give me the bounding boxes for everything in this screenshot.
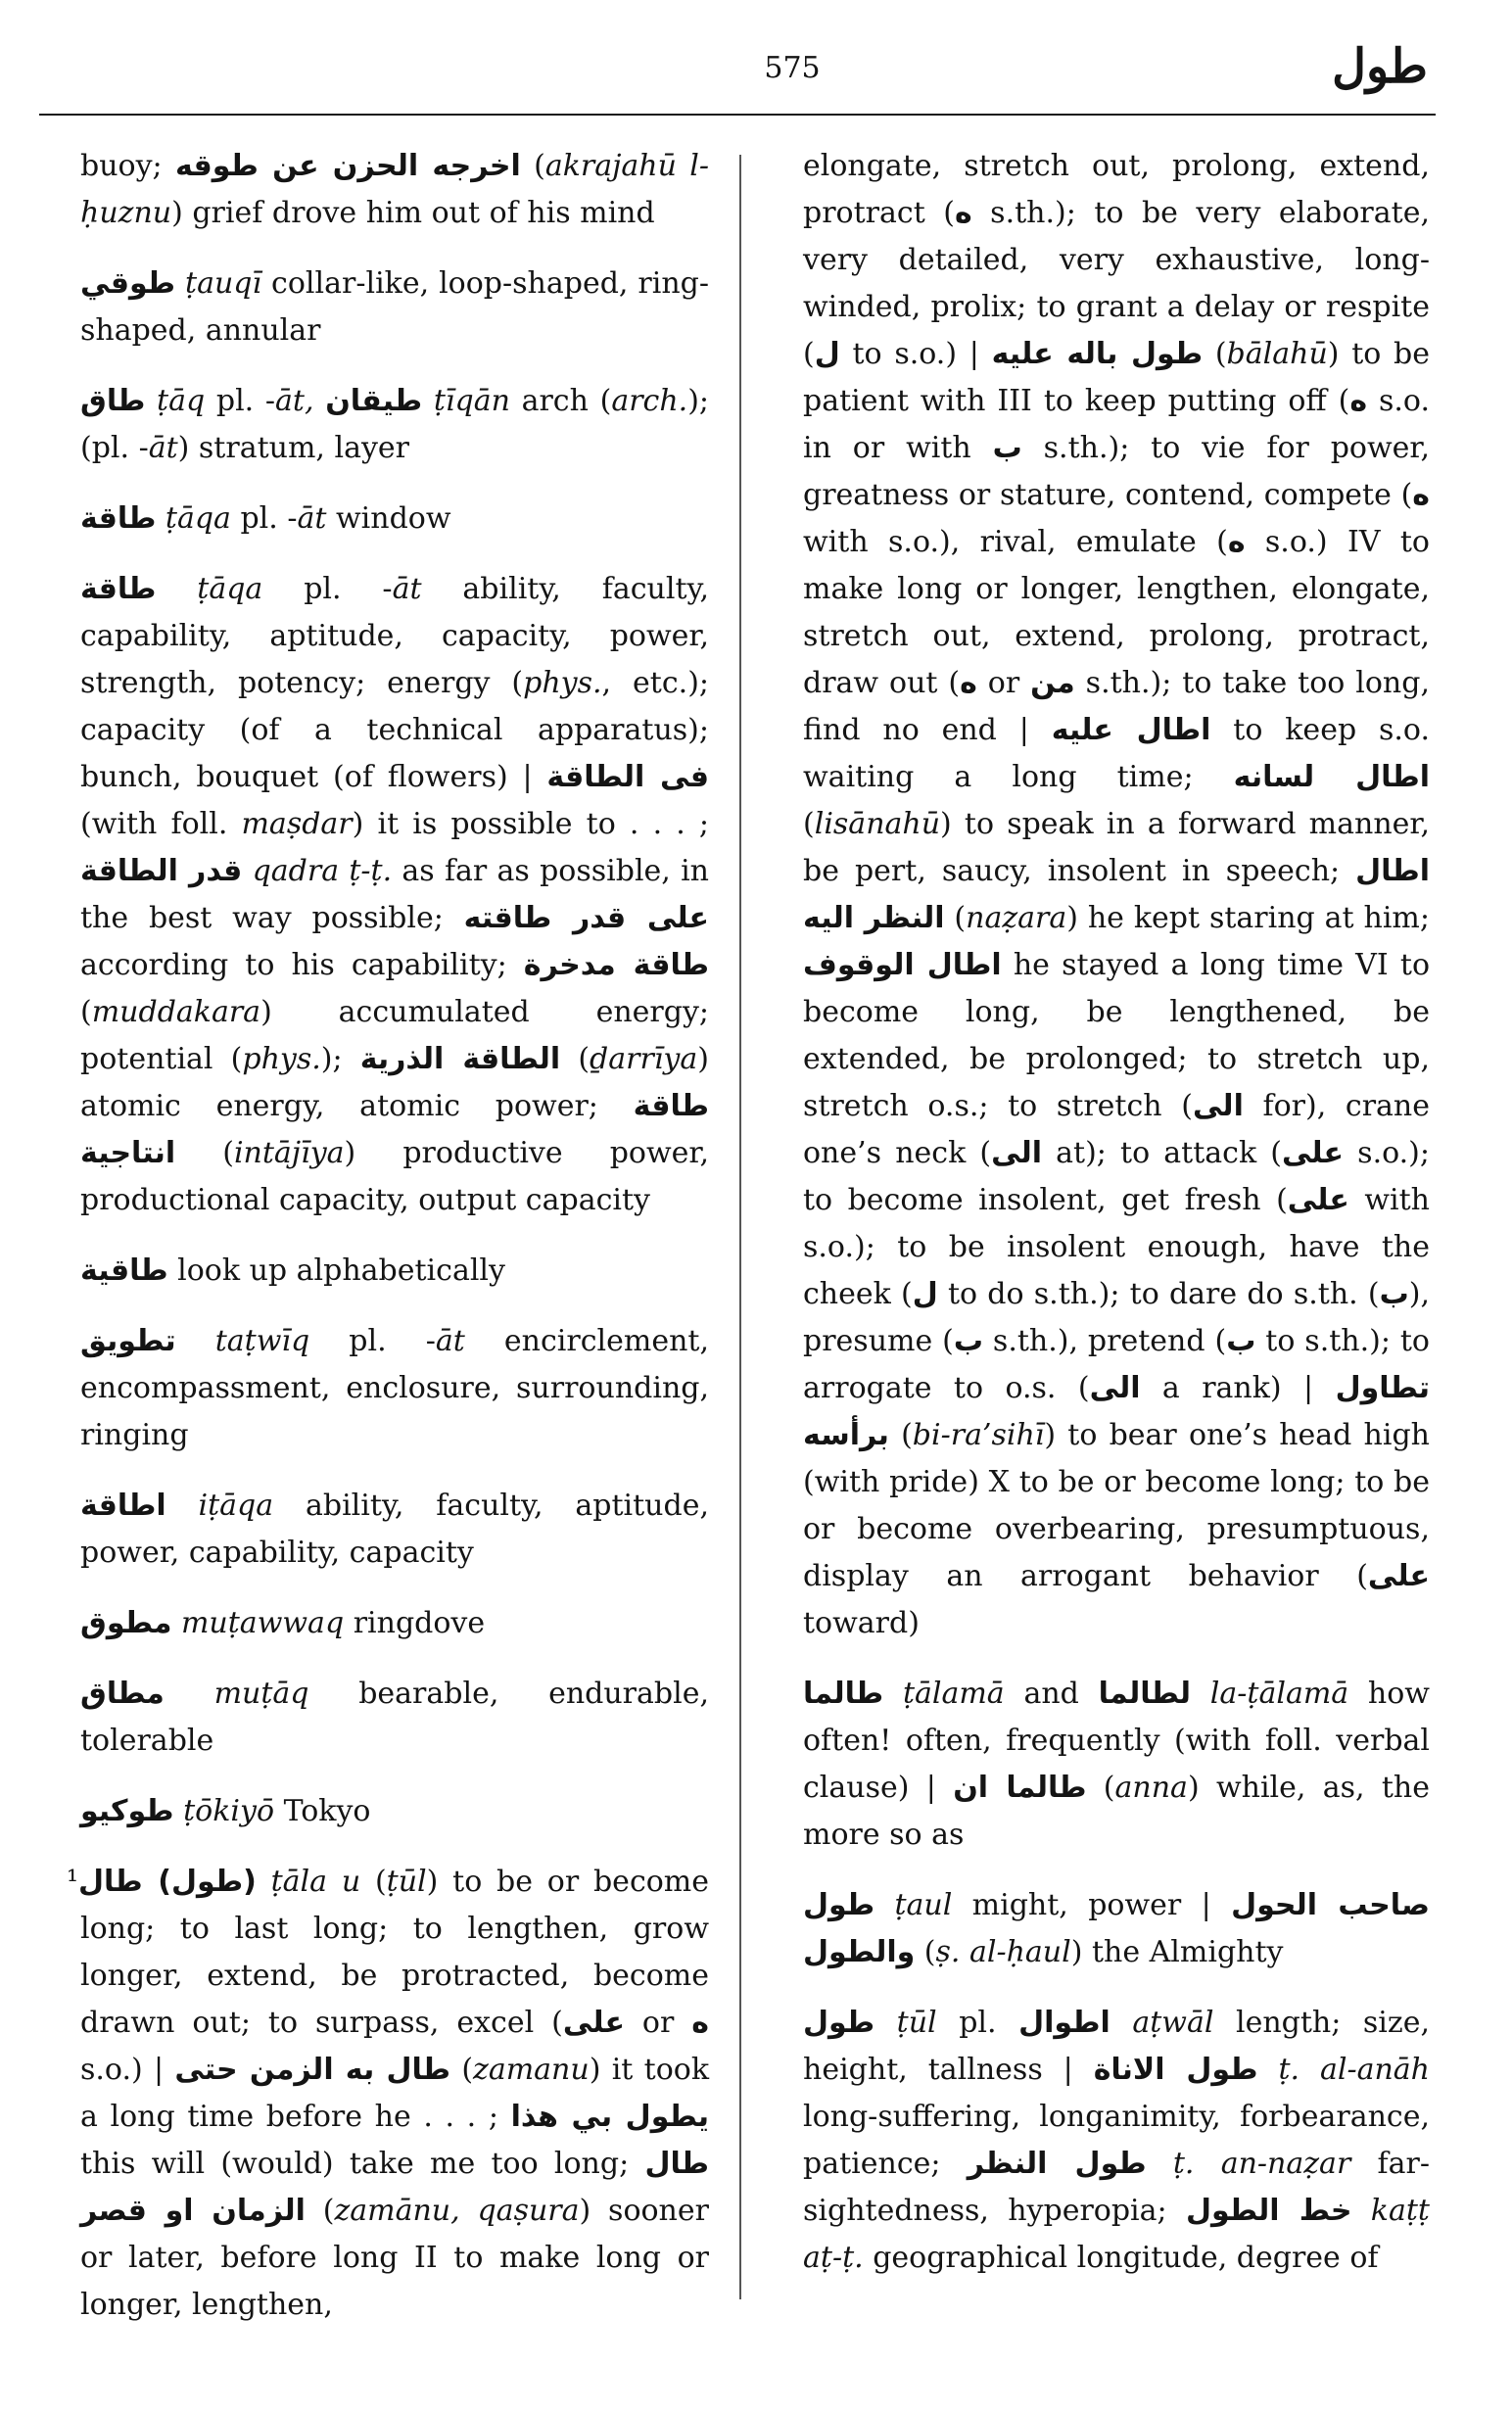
transliteration: ṭāqa	[197, 572, 263, 606]
entry-text: ) accumulated energy; potential (	[80, 995, 709, 1076]
entry-text: look up alphabetically	[167, 1253, 505, 1288]
entry-text: to keep s.o. waiting a long time;	[803, 713, 1430, 794]
dictionary-entry	[80, 1483, 709, 1577]
arabic-text: اطال النظر اليه	[803, 854, 1430, 935]
entry-text: s.th.); to take too long, find no end |	[803, 666, 1430, 747]
entry-text: ) while, as, the more so as	[803, 1771, 1431, 1852]
entry-text: might, power |	[952, 1888, 1232, 1922]
entry-text: s.th.); to be very elaborate, very detailed, very exhaustive, long-winded, prolix; to grant a delay or respite (	[803, 196, 1430, 371]
entry-text: or	[976, 666, 1031, 700]
arabic-text: ب	[1379, 1277, 1409, 1311]
arabic-text: طول باله عليه	[991, 337, 1204, 371]
entry-text	[1352, 2194, 1371, 2228]
transliteration: bālahū	[1226, 337, 1328, 371]
transliteration: anna	[1114, 1771, 1188, 1805]
arabic-text: الى	[1192, 1089, 1244, 1123]
entry-text	[165, 1677, 214, 1711]
entry-text: , etc.); capacity (of a technical apparatus); bunch, bouquet (of flowers) |	[80, 666, 709, 794]
transliteration: ḏarrīya	[590, 1042, 698, 1076]
entry-text: and	[1004, 1677, 1099, 1711]
entry-text	[171, 1606, 181, 1640]
arabic-text: مطاق	[80, 1677, 165, 1711]
transliteration: ṭ. al-anāh	[1278, 2053, 1430, 2087]
entry-text: (	[560, 1042, 591, 1076]
arabic-text: ه	[691, 2006, 709, 2040]
entry-text: ) to be patient with III to keep putting off (	[803, 337, 1430, 418]
dictionary-entry	[80, 1671, 709, 1765]
arabic-text: من	[1030, 666, 1075, 700]
entry-text	[1258, 2053, 1279, 2087]
running-headword: طول	[1332, 39, 1428, 94]
arabic-text: ه	[1412, 478, 1430, 512]
transliteration: ṭōkiyō	[183, 1794, 275, 1828]
transliteration: maṣdar	[241, 807, 353, 841]
entry-text	[242, 854, 252, 888]
arabic-text: ه	[954, 196, 972, 230]
transliteration: la-ṭālamā	[1209, 1677, 1349, 1711]
entry-text: ) grief drove him out of his mind	[171, 196, 655, 230]
entry-text: with s.o.), rival, emulate (	[803, 525, 1228, 559]
arabic-text: طول	[803, 2006, 875, 2040]
entry-text: (	[520, 149, 545, 183]
transliteration: āt	[148, 431, 178, 465]
column-divider	[739, 155, 741, 2299]
arabic-text: على	[1367, 1559, 1430, 1593]
dictionary-entry	[80, 378, 709, 472]
arabic-text: ب	[1226, 1324, 1256, 1358]
transliteration: ṭauqī	[185, 266, 262, 301]
arabic-text: اطوال	[1018, 2006, 1110, 2040]
transliteration: āt	[435, 1324, 465, 1358]
entry-text: ) he kept staring at him;	[1066, 901, 1430, 935]
transliteration: lisānahū	[814, 807, 941, 841]
arabic-text: ب	[953, 1324, 983, 1358]
arabic-text: طاق	[80, 384, 146, 418]
entry-text	[1191, 1677, 1210, 1711]
entry-text: (	[944, 901, 967, 935]
entry-text: or	[624, 2006, 692, 2040]
entry-text	[176, 1324, 215, 1358]
entry-text	[175, 266, 185, 301]
arabic-text: على قدر طاقته	[463, 901, 710, 935]
arabic-text: طالما	[803, 1677, 884, 1711]
transliteration: muṭāq	[213, 1677, 309, 1711]
arabic-text: ل	[912, 1277, 938, 1311]
dictionary-entry	[80, 566, 709, 1224]
entry-text	[1110, 2006, 1133, 2040]
arabic-text: طول الاناة	[1093, 2053, 1258, 2087]
arabic-text: طال به الزمن حتى	[174, 2053, 451, 2087]
arabic-text: على	[562, 2006, 625, 2040]
arabic-text: تطويق	[80, 1324, 176, 1358]
entry-text	[422, 384, 434, 418]
dictionary-entry	[803, 1882, 1430, 1976]
transliteration: phys.	[523, 666, 602, 700]
entry-text	[156, 501, 165, 536]
entry-text: ) to bear one’s head high (with pride) X to be or become long; to be or become overbearing, presumptuous, display an arrogant behavior (	[803, 1418, 1430, 1593]
entry-text: geographical longitude, degree of	[863, 2241, 1379, 2275]
arabic-text: طيقان	[325, 384, 423, 418]
arabic-text: تطاول برأسه	[803, 1371, 1430, 1452]
entry-text: as far as possible, in the best way possible;	[80, 854, 710, 935]
entry-text: ) stratum, layer	[177, 431, 410, 465]
entry-text: at); to attack (	[1042, 1136, 1282, 1170]
transliteration: ṭaul	[894, 1888, 953, 1922]
dictionary-entry	[803, 143, 1430, 1647]
dictionary-entry	[80, 496, 709, 543]
entry-text: to do s.th.); to dare do s.th. (	[937, 1277, 1380, 1311]
arabic-text: قدر الطاقة	[80, 854, 243, 888]
arabic-text: اطال لسانه	[1233, 760, 1430, 794]
entry-text	[166, 1489, 199, 1523]
entry-text: Tokyo	[274, 1794, 371, 1828]
arabic-text: اخرجه الحزن عن طوقه	[174, 149, 521, 183]
transliteration: āt	[297, 501, 327, 536]
entry-text: ¹	[67, 1865, 79, 1899]
entry-text: a rank) |	[1140, 1371, 1336, 1405]
entry-text	[145, 384, 157, 418]
arabic-text: ه	[960, 666, 977, 700]
arabic-text: (طول) طال	[78, 1865, 257, 1899]
entry-text: (	[888, 1418, 913, 1452]
entry-text: far-sightedness, hyperopia;	[803, 2147, 1430, 2228]
entry-text: ) productive power, productional capacity, output capacity	[80, 1136, 709, 1217]
entry-text: according to his capability;	[80, 948, 524, 982]
entry-text	[174, 1794, 184, 1828]
transliteration: ṭāq	[157, 384, 206, 418]
dictionary-entry	[80, 1318, 709, 1459]
arabic-text: خط الطول	[1185, 2194, 1352, 2228]
entry-text: to s.th.); to arrogate to o.s. (	[803, 1324, 1430, 1405]
entry-text: s.th.); to vie for power, greatness or stature, contend, compete (	[803, 431, 1431, 512]
entry-text: ) atomic energy, atomic power;	[80, 1042, 709, 1123]
arabic-text: الى	[991, 1136, 1042, 1170]
transliteration: qadra ṭ-ṭ.	[252, 854, 393, 888]
entry-text: );	[320, 1042, 360, 1076]
transliteration: arch.	[611, 384, 688, 418]
entry-text: ), presume (	[803, 1277, 1430, 1358]
entry-text: (with foll.	[80, 807, 242, 841]
entry-text: s.o.) IV to make long or longer, lengthen, elongate, stretch out, extend, prolong, protract, draw out (	[803, 525, 1430, 700]
entry-text: (	[915, 1935, 936, 1969]
arabic-text: طاقة	[80, 572, 157, 606]
entry-text: pl. -	[309, 1324, 436, 1358]
dictionary-entry	[80, 1248, 709, 1295]
transliteration: ṭ. an-naẓar	[1172, 2147, 1351, 2181]
entry-text: ringdove	[344, 1606, 486, 1640]
dictionary-entry	[80, 143, 709, 237]
entry-text: pl. -	[262, 572, 393, 606]
entry-text: (	[803, 807, 815, 841]
dictionary-entry	[80, 260, 709, 355]
entry-text: how often! often, frequently (with foll. verbal clause) |	[803, 1677, 1430, 1805]
entry-text: pl. -	[205, 384, 276, 418]
arabic-text: على	[1287, 1183, 1349, 1217]
arabic-text: الطاقة الذرية	[359, 1042, 561, 1076]
entry-text: collar-like, loop-shaped, ring-shaped, annular	[80, 266, 709, 348]
transliteration: muddakara	[91, 995, 261, 1029]
arabic-text: اطال عليه	[1051, 713, 1211, 747]
entry-text: with s.o.); to be insolent enough, have the cheek (	[803, 1183, 1430, 1311]
page-header	[69, 39, 1440, 114]
entry-text: (	[1203, 337, 1227, 371]
transliteration: ṭūl	[896, 2006, 937, 2040]
entry-text: ); (pl. -	[80, 384, 710, 465]
entry-text: to s.o.) |	[839, 337, 992, 371]
transliteration: taṭwīq	[214, 1324, 310, 1358]
arabic-text: طاقة مدخرة	[523, 948, 710, 982]
entry-text: bearable, endurable, tolerable	[80, 1677, 709, 1758]
transliteration: āt	[392, 572, 422, 606]
left-column	[67, 143, 710, 2352]
arabic-text: ه	[1349, 384, 1368, 418]
entry-text: s.o.); to become insolent, get fresh (	[803, 1136, 1430, 1217]
arabic-text: الى	[1089, 1371, 1141, 1405]
arabic-text: لطالما	[1098, 1677, 1192, 1711]
entry-text: s.o.) |	[80, 2053, 175, 2087]
transliteration: ṭīqān	[433, 384, 510, 418]
arabic-text: صاحب الحول والطول	[803, 1888, 1430, 1969]
entry-text: (	[450, 2053, 474, 2087]
arabic-text: طاقية	[80, 1253, 168, 1288]
arabic-text: على	[1281, 1136, 1345, 1170]
entry-text: arch (	[509, 384, 612, 418]
arabic-text: ه	[1227, 525, 1246, 559]
entry-text: ) sooner or later, before long II to make long or longer, lengthen,	[80, 2194, 709, 2322]
entry-text: ) the Almighty	[1070, 1935, 1284, 1969]
entry-text: pl. -	[230, 501, 298, 536]
entry-text: encirclement, encompassment, enclosure, surrounding, ringing	[80, 1324, 709, 1452]
entry-text: (	[360, 1865, 387, 1899]
dictionary-entry	[80, 1788, 709, 1835]
entry-text: elongate, stretch out, prolong, extend, protract (	[803, 149, 1430, 230]
arabic-text: طوقي	[80, 266, 176, 301]
transliteration: naẓara	[966, 901, 1067, 935]
transliteration: akrajahū l-ḥuznu	[80, 149, 709, 230]
dictionary-entry	[803, 2000, 1430, 2282]
entry-text: ability, faculty, aptitude, power, capability, capacity	[80, 1489, 709, 1570]
arabic-text: ل	[814, 337, 840, 371]
entry-text: length; size, height, tallness |	[803, 2006, 1430, 2087]
entry-text: s.th.), pretend (	[983, 1324, 1227, 1358]
transliteration: ṭāqa	[165, 501, 231, 536]
entry-text	[883, 1677, 903, 1711]
arabic-text: طول النظر	[967, 2147, 1147, 2181]
transliteration: zamānu, qaṣura	[334, 2194, 580, 2228]
transliteration: iṭāqa	[198, 1489, 274, 1523]
entry-text	[314, 384, 326, 418]
arabic-text: طالما ان	[953, 1771, 1087, 1805]
entry-text	[156, 572, 197, 606]
entry-text: ability, faculty, capability, aptitude, capacity, power, strength, potency; energy (	[80, 572, 709, 700]
arabic-text: طاقة انتاجية	[80, 1089, 709, 1170]
entry-text: (	[175, 1136, 234, 1170]
entry-text	[1147, 2147, 1173, 2181]
transliteration: muṭawwaq	[180, 1606, 345, 1640]
arabic-text: طال الزمان او قصر	[80, 2147, 709, 2228]
entry-text: this will (would) take me too long;	[80, 2147, 645, 2181]
arabic-text: طاقة	[80, 501, 157, 536]
entry-text: (	[80, 995, 92, 1029]
header-rule	[39, 114, 1436, 116]
transliteration: āt,	[275, 384, 314, 418]
page-number: 575	[764, 51, 821, 85]
entry-text: s.o. in or with	[803, 384, 1430, 465]
entry-text: long-suffering, longanimity, forbearance, patience;	[803, 2100, 1430, 2181]
entry-text: buoy;	[80, 149, 175, 183]
entry-text: (	[305, 2194, 335, 2228]
arabic-text: ب	[992, 431, 1022, 465]
arabic-text: فى الطاقة	[546, 760, 710, 794]
entry-text: ) to be or become long; to last long; to lengthen, grow longer, extend, be protracted, become drawn out; to surpass, excel (	[80, 1865, 710, 2040]
entry-text: ) it is possible to . . . ;	[352, 807, 709, 841]
transliteration: kaṭṭ aṭ-ṭ.	[803, 2194, 1430, 2275]
entry-text	[874, 2006, 897, 2040]
dictionary-entry	[67, 1859, 710, 2329]
arabic-text: اطال الوقوف	[803, 948, 1002, 982]
entry-text: ) it took a long time before he . . . ;	[80, 2053, 709, 2134]
dictionary-entry	[803, 1671, 1430, 1859]
entry-text: (	[1086, 1771, 1115, 1805]
arabic-text: طوكيو	[80, 1794, 174, 1828]
transliteration: bi-ra’sihī	[912, 1418, 1045, 1452]
arabic-text: مطوق	[80, 1606, 172, 1640]
transliteration: phys.	[242, 1042, 321, 1076]
arabic-text: طول	[803, 1888, 875, 1922]
transliteration: ṭālamā	[902, 1677, 1005, 1711]
entry-text: he stayed a long time VI to become long, be lengthened, be extended, be prolonged; to stretch up, stretch o.s.; to stretch (	[803, 948, 1431, 1123]
entry-text	[874, 1888, 894, 1922]
dictionary-entry	[80, 1600, 709, 1647]
transliteration: intājīya	[233, 1136, 345, 1170]
transliteration: ṭūl	[386, 1865, 427, 1899]
arabic-text: يطول بي هذا	[510, 2100, 709, 2134]
entry-text: ) to speak in a forward manner, be pert, saucy, insolent in speech;	[803, 807, 1430, 888]
entry-text	[257, 1865, 271, 1899]
arabic-text: اطاقة	[80, 1489, 166, 1523]
transliteration: zamanu	[473, 2053, 590, 2087]
entry-text: window	[326, 501, 451, 536]
entry-text: pl.	[936, 2006, 1019, 2040]
right-column	[803, 143, 1430, 2305]
transliteration: ṭāla u	[270, 1865, 361, 1899]
transliteration: aṭwāl	[1132, 2006, 1214, 2040]
entry-text: for), crane one’s neck (	[803, 1089, 1430, 1170]
entry-text: toward)	[803, 1606, 920, 1640]
transliteration: ṣ. al-ḥaul	[935, 1935, 1071, 1969]
